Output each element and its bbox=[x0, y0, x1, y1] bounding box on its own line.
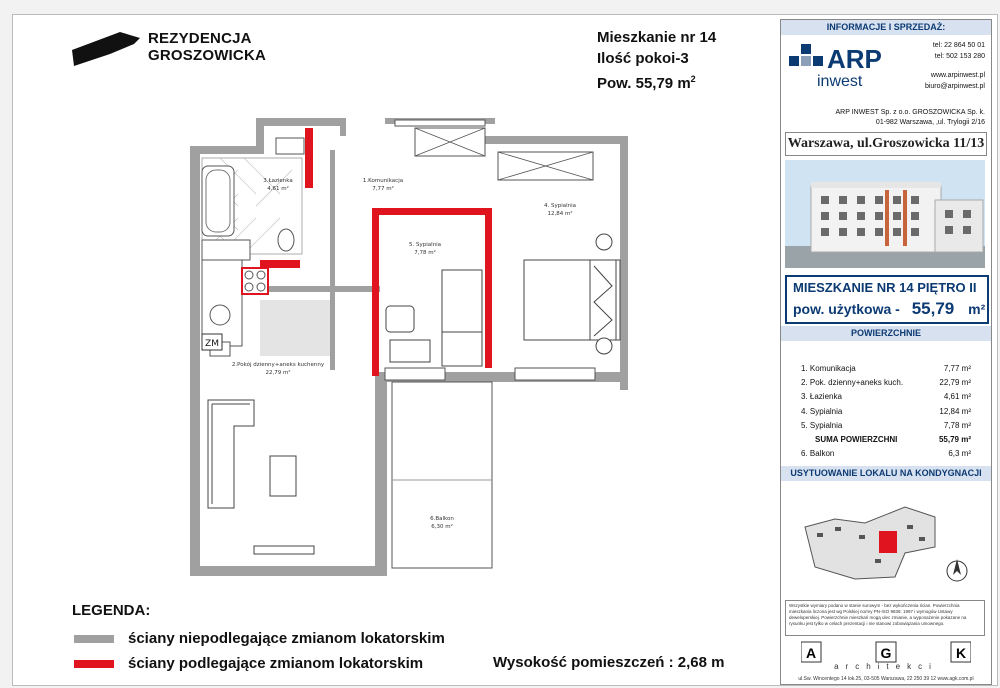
brand-name bbox=[148, 30, 266, 64]
legend-title: LEGENDA: bbox=[72, 602, 151, 619]
apartment-info bbox=[597, 27, 716, 94]
room5-name: 5. Sypialnia bbox=[408, 242, 442, 248]
room-height: Wysokość pomieszczeń : 2,68 m bbox=[493, 654, 725, 671]
apartment-area: Pow. 55,79 $m^2$ bbox=[597, 74, 696, 92]
room6-area: 6,30 m² bbox=[431, 524, 453, 530]
apartment-summary-box bbox=[785, 275, 989, 324]
website-link[interactable]: www.arpinwest.pl bbox=[930, 72, 985, 79]
brand-line1: REZYDENCJA bbox=[148, 30, 252, 47]
legend-label-red: ściany podlegające zmianom lokatorskim bbox=[128, 655, 424, 672]
agk-subtitle: architekci bbox=[834, 662, 938, 671]
legend-item-red bbox=[74, 655, 423, 672]
arp-logo-icon bbox=[789, 42, 939, 102]
phone-2: tel: 502 153 280 bbox=[934, 53, 985, 60]
company-address: 01-982 Warszawa, ,ul. Trylogii 2/16 bbox=[875, 119, 985, 126]
building-address: Warszawa, ul.Groszowicka 11/13 bbox=[785, 132, 987, 156]
location-title: USYTUOWANIE LOKALU NA KONDYGNACJI bbox=[781, 466, 991, 481]
inwest-text: inwest bbox=[817, 73, 863, 90]
svg-text:K: K bbox=[955, 645, 967, 661]
room3-area: 4,61 m² bbox=[267, 186, 289, 192]
company-info bbox=[781, 108, 985, 128]
room1-name: 1.Komunikacja bbox=[362, 178, 404, 184]
room-row: 5. Sypialnia 7,78 m² bbox=[801, 420, 971, 430]
agk-address: ul.Sw. Wincentego 14 lok.25, 03-505 Warszawa, 22 250 39 12 www.agk.com.pl bbox=[798, 676, 974, 682]
contact-block bbox=[925, 40, 985, 92]
room-row: 3. Łazienka 4,61 m² bbox=[801, 392, 971, 402]
arp-text: ARP bbox=[827, 44, 882, 74]
legend-label-grey: ściany niepodlegające zmianom lokatorskim bbox=[128, 630, 445, 647]
info-title: INFORMACJE I SPRZEDAŻ: bbox=[781, 20, 991, 35]
balcony-row: 6. Balkon 6,3 m² bbox=[801, 449, 971, 459]
legend-item-grey bbox=[74, 630, 445, 647]
phone-1: tel: 22 864 50 01 bbox=[932, 42, 985, 49]
info-panel bbox=[780, 19, 992, 685]
room3-name: 3.Łazienka bbox=[263, 178, 293, 184]
arp-logo bbox=[789, 42, 939, 107]
floor-plan bbox=[180, 110, 640, 580]
room6-name: 6.Balkon bbox=[430, 516, 454, 522]
apartment-rooms: Ilość pokoi-3 bbox=[597, 50, 689, 67]
svg-text:A: A bbox=[805, 645, 817, 661]
room5-area: 7,78 m² bbox=[414, 250, 436, 256]
email-link[interactable]: biuro@arpinwest.pl bbox=[924, 83, 985, 90]
bathroom bbox=[202, 138, 304, 254]
red-wall-swatch bbox=[74, 660, 114, 668]
location-key-plan bbox=[795, 497, 985, 598]
key-plan-icon bbox=[795, 497, 985, 593]
usable-area-line: pow. użytkowa - 55,79 m² bbox=[793, 299, 986, 318]
brand-arrow-icon bbox=[70, 30, 142, 66]
building-photo bbox=[785, 160, 985, 268]
room4-area: 12,84 m² bbox=[547, 211, 573, 217]
company-name: ARP INWEST Sp. z o.o. GROSZOWICKA Sp. k. bbox=[835, 109, 985, 116]
room-row: 1. Komunikacja 7,77 m² bbox=[801, 364, 971, 373]
zm-label: ZM bbox=[205, 339, 219, 349]
grey-wall-swatch bbox=[74, 635, 114, 643]
room2-name: 2.Pokój dzienny+aneks kuchenny bbox=[231, 362, 325, 368]
sum-row: SUMA POWIERZCHNI 55,79 m² bbox=[815, 435, 971, 445]
disclaimer-notes: Wszystkie wymiary podano w stanie surowym - bez wykończenia ścian. Powierzchnia mieszkania liczona jest wg Polskiej normy PN-ISO 9836: 1997 i wymogów Ustawy deweloperskiej. Powierzchnie mieszkań mogą ulec zmianie, a wyposażenie pokazane na rysunku jest tylko w celach prezentacji i nie stanowi zobowiązania umownego. bbox=[785, 600, 985, 636]
surfaces-title: POWIERZCHNIE bbox=[781, 326, 991, 341]
living-room-furniture bbox=[208, 400, 314, 554]
bedroom-4-furniture bbox=[524, 234, 620, 354]
bedroom-5-furniture bbox=[386, 270, 482, 366]
rooms-list bbox=[801, 362, 971, 461]
room1-area: 7,77 m² bbox=[372, 186, 394, 192]
room-row: 2. Pok. dzienny+aneks kuch. 22,79 m² bbox=[801, 378, 971, 388]
apartment-floor-line: MIESZKANIE NR 14 PIĘTRO II bbox=[793, 280, 977, 295]
apartment-number: Mieszkanie nr 14 bbox=[597, 29, 717, 46]
room-row: 4. Sypialnia 12,84 m² bbox=[801, 406, 971, 416]
balcony bbox=[392, 382, 492, 568]
svg-text:G: G bbox=[880, 645, 892, 661]
brand-line2: GROSZOWICKA bbox=[148, 47, 267, 64]
agk-logo-icon bbox=[801, 640, 971, 664]
room2-area: 22,79 m² bbox=[265, 370, 291, 376]
room4-name: 4. Sypialnia bbox=[543, 203, 577, 209]
